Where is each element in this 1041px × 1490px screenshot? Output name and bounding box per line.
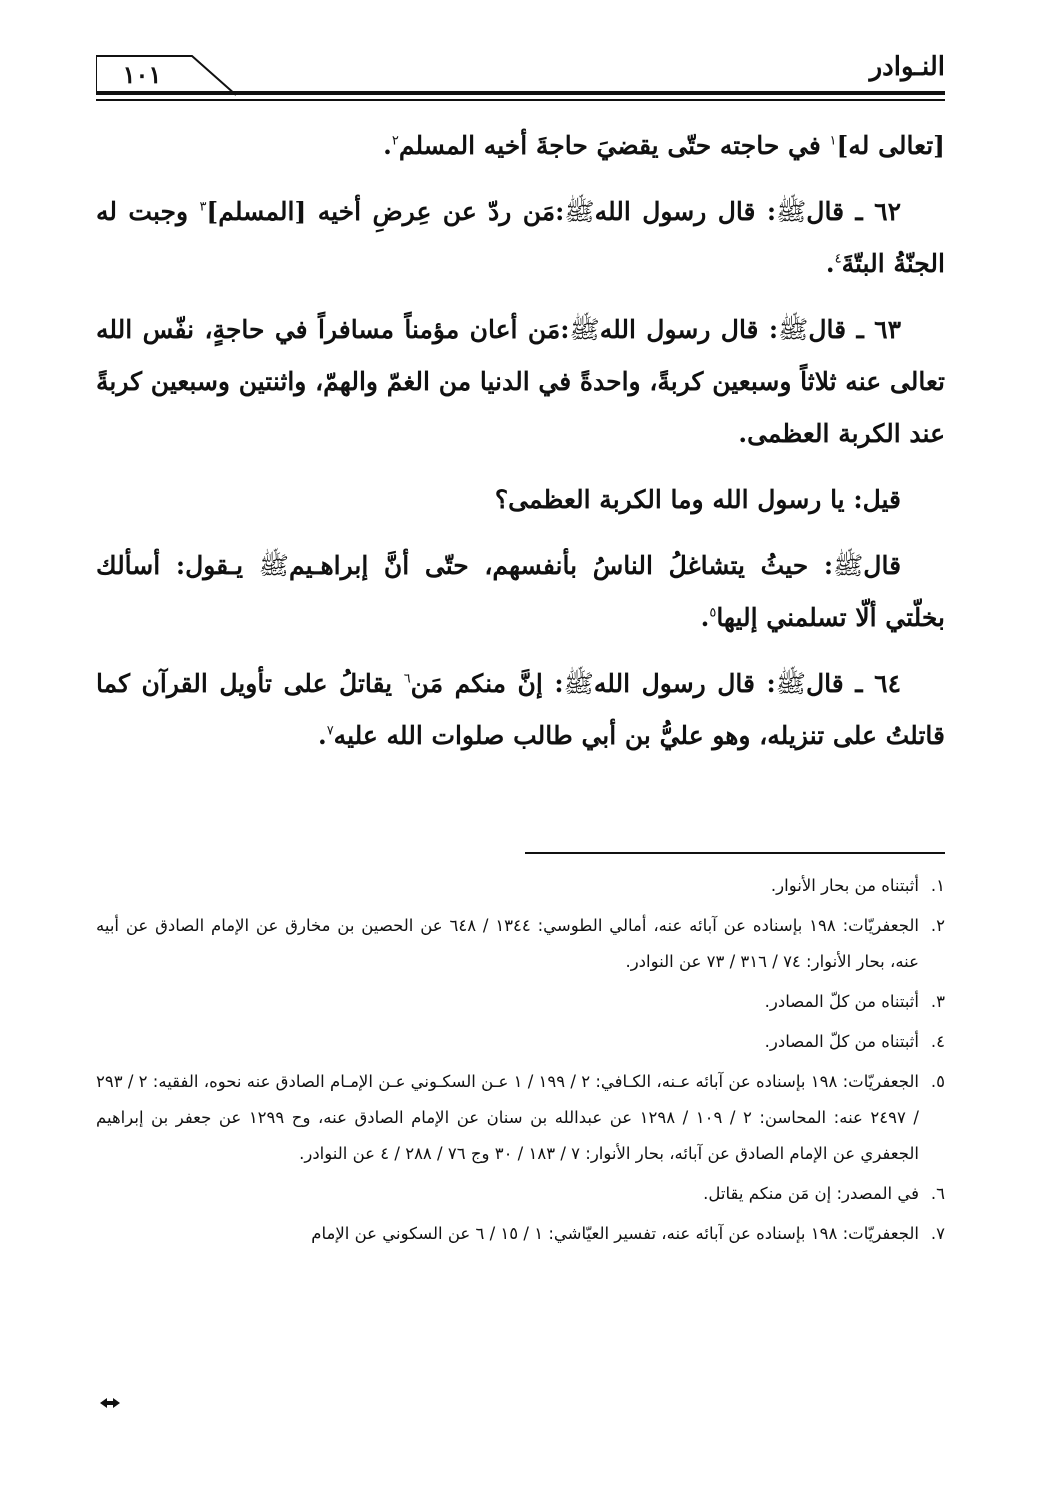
salawat-mark: ﷺ [775,669,806,698]
footnotes [96,868,945,1256]
footnote-1: ١.أثبتناه من بحار الأنوار. [770,876,945,895]
running-title: النـوادر [869,52,945,82]
salawat-mark: ﷺ [833,551,864,580]
salawat-mark: ﷺ [564,197,595,226]
continuation-arrow-icon [98,1396,122,1410]
header-rule-thick [96,91,945,95]
speaker: قال رسول الله [594,197,756,226]
footnote-separator [525,852,945,854]
hadith-62: ٦٢ ـ قالﷺ: قال رسول اللهﷺ:مَن ردّ عن عِرضِ أخيه [المسلم]$^٣$ وجبت له الجنّةُ البتّةَ$^٤$. [96,197,945,278]
answer-paragraph: قالﷺ: حيثُ يتشاغلُ الناسُ بأنفسهم، حتّى أنَّ إبراهـيمﷺ يـقول: أسألك بخلّتي ألّا تسلمني إليها$^٥$. [96,551,945,632]
footnote-5: ٥.الجعفريّات: ١٩٨ بإسناده عن آبائه عـنه، الكـافي: ٢ / ١٩٩ / ١ عـن السكـوني عـن الإمـام الصادق عنه نحوه، الفقيه: ٢ / ٢٩٣ / ٢٤٩٧ عنه: المحاسن: ٢ / ١٠٩ / ١٢٩٨ عن عبدالله بن سنان عن الإمام الصادق عنه، وح ١٢٩٩ عن جعفر بن إبراهيم الجعفري عن الإمام الصادق عن آبائه، بحار الأنوار: ٧ / ١٨٣ / ٣٠ وج ٧٦ / ٢٨٨ / ٤ عن النوادر. [96,1072,945,1163]
header-rule-thin [96,99,945,101]
footnote-3: ٣.أثبتناه من كلّ المصادر. [764,992,945,1011]
salawat-mark: ﷺ [776,197,807,226]
page-number-tab [96,54,256,96]
hadith-number: ٦٣ ـ [846,315,901,344]
hadith-64: ٦٤ ـ قالﷺ: قال رسول اللهﷺ: إنَّ منكم مَن$^٦$ يقاتلُ على تأويل القرآن كما قاتلتُ على تنزيله، وهو عليُّ بن أبي طالب صلوات الله عليه$^٧$. [96,669,945,750]
footnote-ref: ٤ [834,251,842,267]
salawat-mark: ﷺ [569,315,600,344]
speaker: قال رسول الله [599,315,759,344]
hadith-63: ٦٣ ـ قالﷺ: قال رسول اللهﷺ:مَن أعان مؤمناً مسافراً في حاجةٍ، نفّس الله تعالى عنه ثلاثاً وسبعين كربةً، واحدةً في الدنيا من الغمّ والهمّ، واثنتين وسبعين كربةً عند الكربة العظمى. [96,315,945,448]
footnote-6: ٦.في المصدر: إن مَن منكم يقاتل. [703,1184,945,1203]
footnote-ref: ٦ [403,671,411,687]
salawat-mark: ﷺ [563,669,594,698]
salawat-mark: ﷺ [778,315,809,344]
footnote-ref: ٥ [709,605,717,621]
question-line: قيل: يا رسول الله وما الكربة العظمى؟ [494,485,901,514]
hadith-number: ٦٢ ـ [844,197,902,226]
footnote-ref: ٣ [199,199,207,215]
footnote-7: ٧.الجعفريّات: ١٩٨ بإسناده عن آبائه عنه، تفسير العيّاشي: ١ / ١٥ / ٦ عن السكوني عن الإمام [311,1224,945,1243]
speaker: قال رسول الله [593,669,756,698]
paragraph-continuation: [تعالى له]$^١$ في حاجته حتّى يقضيَ حاجةَ أخيه المسلم$^٢$. [383,131,945,160]
footnote-4: ٤.أثبتناه من كلّ المصادر. [764,1032,945,1051]
footnote-ref: ٢ [391,133,399,149]
page-header [96,40,945,110]
footnote-2: ٢.الجعفريّات: ١٩٨ بإسناده عن آبائه عنه، أمالي الطوسي: ١٣٤٤ / ٦٤٨ عن الحصين بن مخارق عن الإمام الصادق عن أبيه عنه، بحار الأنوار: ٧٤ / ٣١٦ / ٧٣ عن النوادر. [96,916,945,971]
page-number: ١٠١ [122,60,162,89]
salawat-mark: ﷺ [258,551,289,580]
footnote-ref: ١ [829,133,837,149]
footnote-ref: ٧ [326,723,334,739]
hadith-number: ٦٤ ـ [843,669,902,698]
main-text [96,120,945,776]
